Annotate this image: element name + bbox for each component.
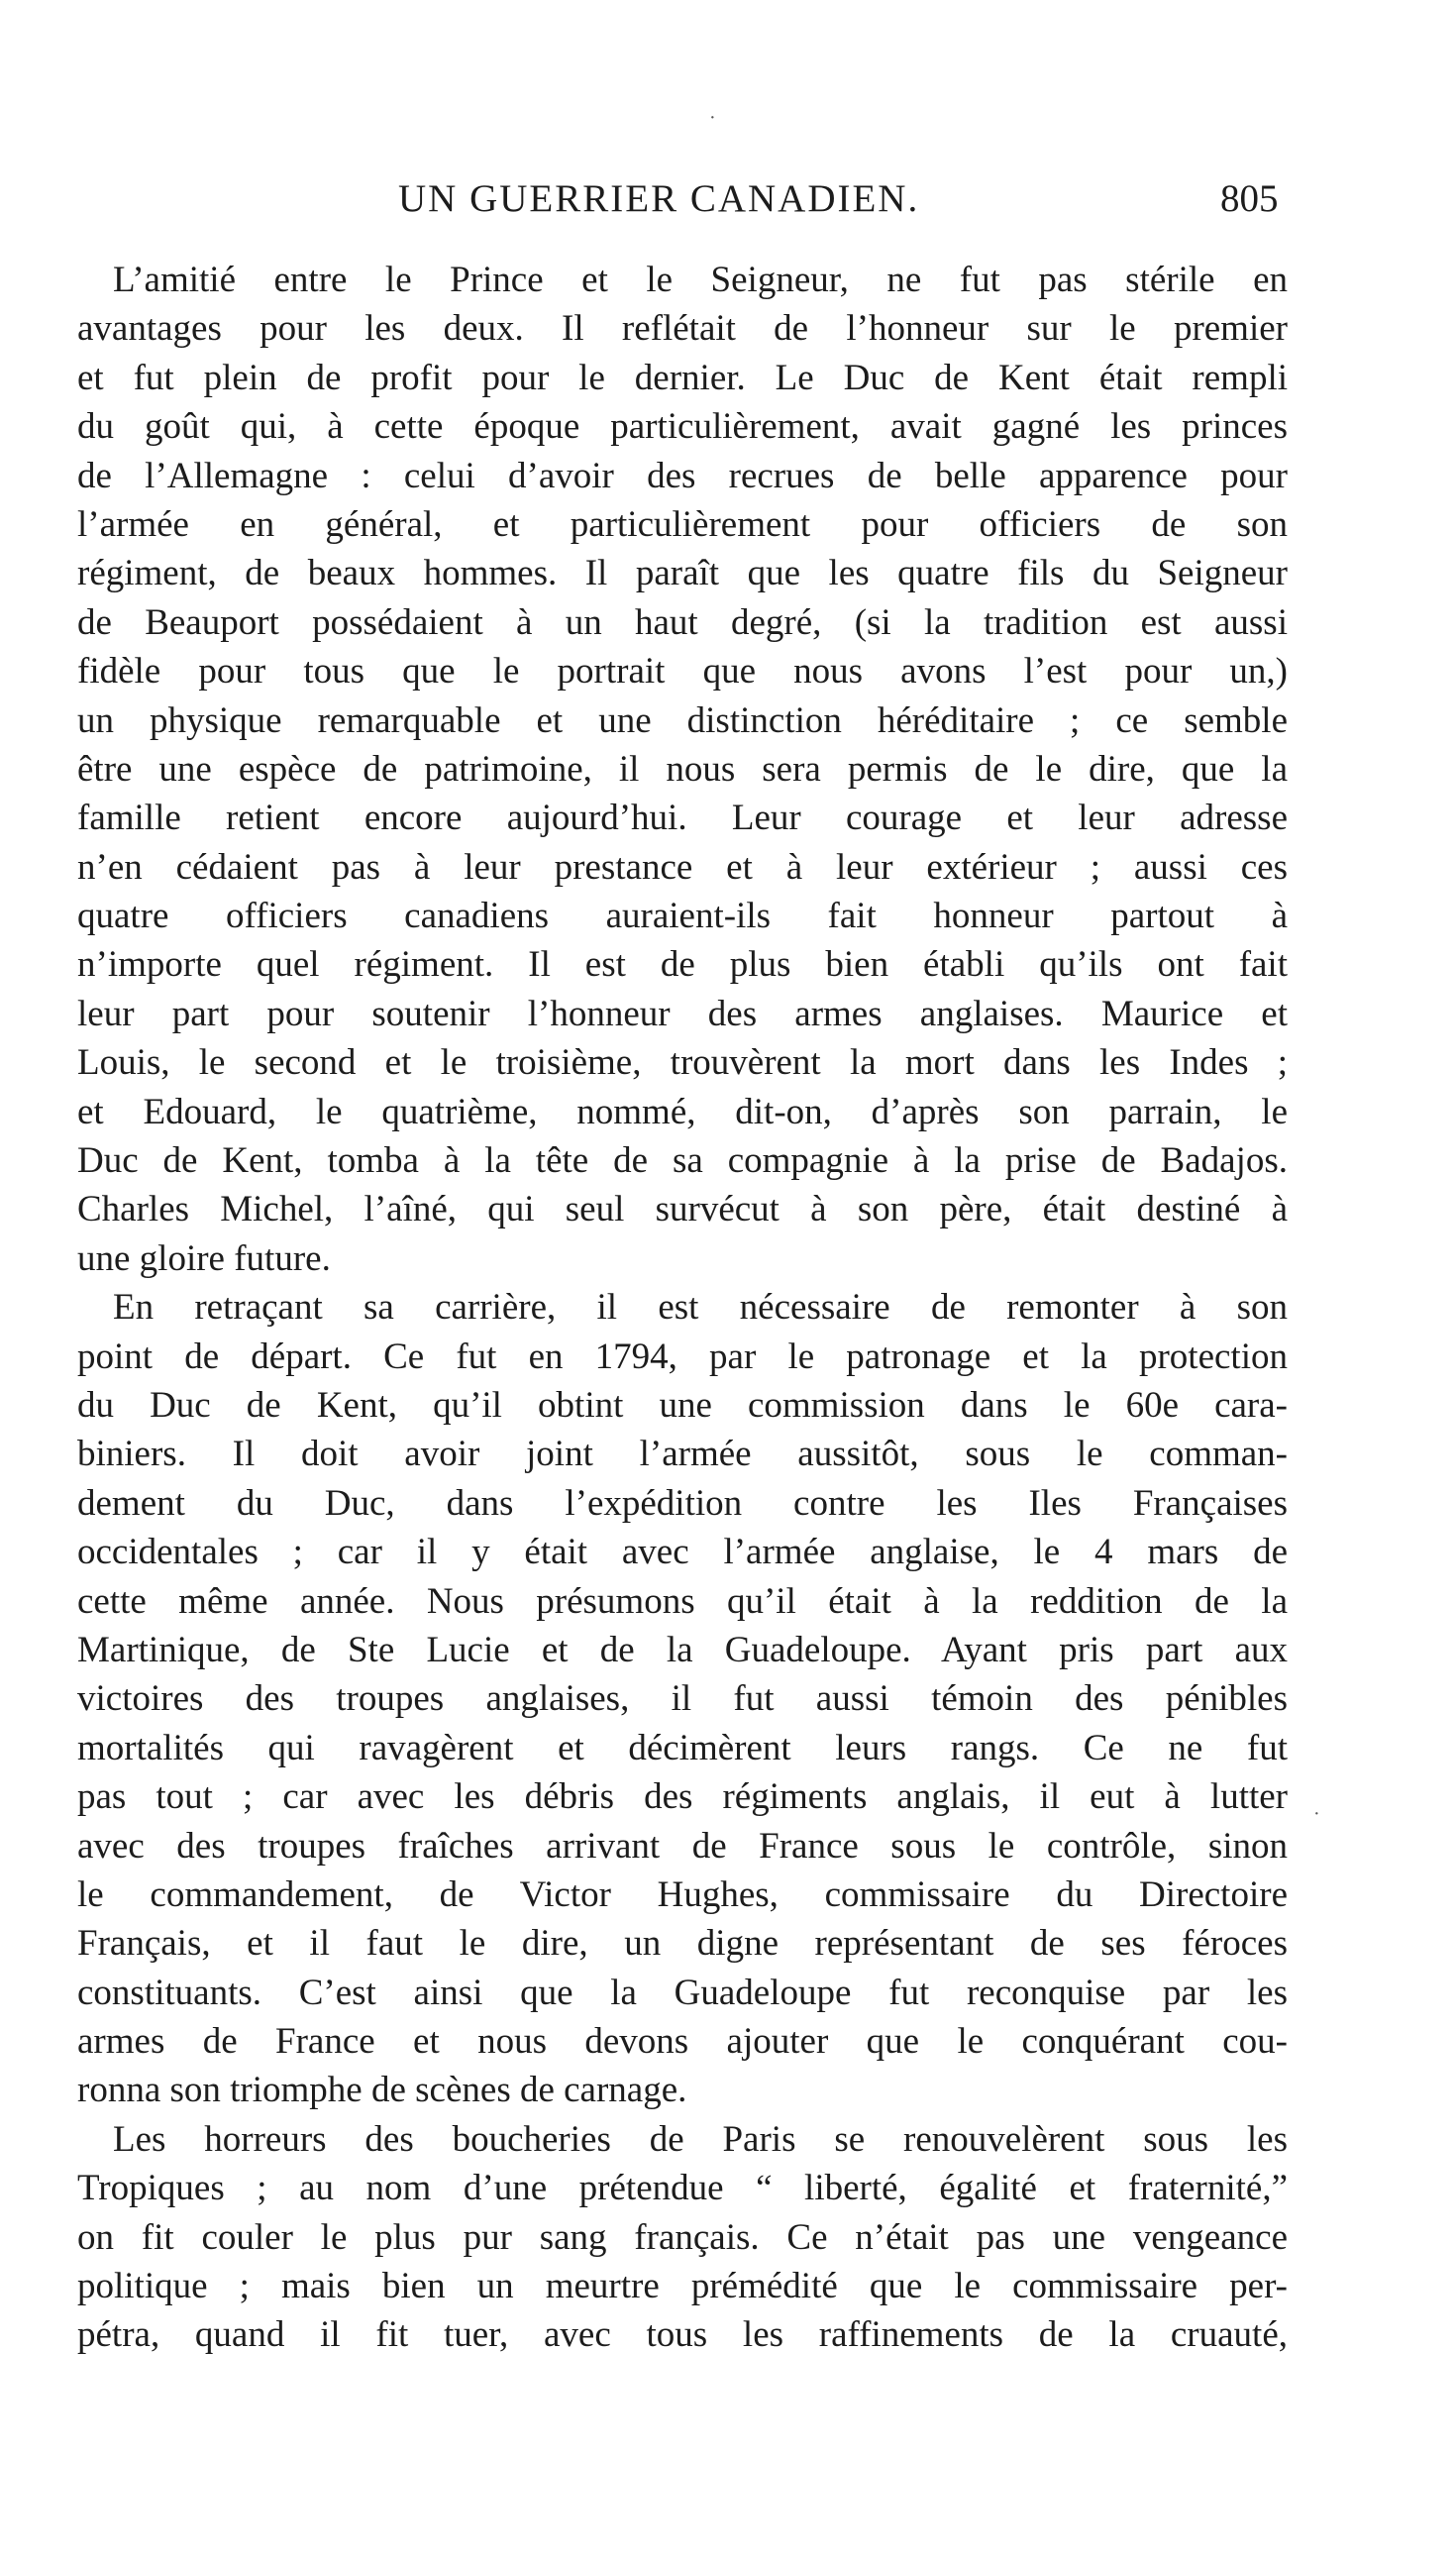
text-line: point de départ. Ce fut en 1794, par le patronage et la protection bbox=[77, 1335, 1288, 1377]
text-line: pas tout ; car avec les débris des régiments anglais, il eut à lutter bbox=[77, 1776, 1288, 1818]
text-line: on fit couler le plus pur sang français. Ce n’était pas une vengeance bbox=[77, 2216, 1288, 2258]
text-line: armes de France et nous devons ajouter que le conquérant cou- bbox=[77, 2021, 1288, 2063]
text-line: L’amitié entre le Prince et le Seigneur, ne fut pas stérile en bbox=[113, 260, 1288, 300]
text-line: l’armée en général, et particulièrement pour officiers de son bbox=[77, 503, 1288, 545]
text-line: avantages pour les deux. Il reflétait de l’honneur sur le premier bbox=[77, 308, 1288, 350]
text-line: leur part pour soutenir l’honneur des armes anglaises. Maurice et bbox=[77, 993, 1288, 1034]
text-line: Louis, le second et le troisième, trouvèrent la mort dans les Indes ; bbox=[77, 1042, 1288, 1084]
text-line: En retraçant sa carrière, il est nécessaire de remonter à son bbox=[113, 1287, 1288, 1329]
text-line: le commandement, de Victor Hughes, commissaire du Directoire bbox=[77, 1873, 1288, 1915]
text-line: Martinique, de Ste Lucie et de la Guadeloupe. Ayant pris part aux bbox=[77, 1629, 1288, 1670]
text-line: de l’Allemagne : celui d’avoir des recrues de belle apparence pour bbox=[77, 455, 1288, 496]
text-line: de Beauport possédaient à un haut degré, (si la tradition est aussi bbox=[77, 601, 1288, 643]
text-line: cette même année. Nous présumons qu’il était à la reddition de la bbox=[77, 1580, 1288, 1622]
text-line: et fut plein de profit pour le dernier. Le Duc de Kent était rempli bbox=[77, 357, 1288, 398]
paragraph bbox=[77, 2115, 1288, 2360]
text-line: victoires des troupes anglaises, il fut aussi témoin des pénibles bbox=[77, 1678, 1288, 1720]
print-speck: · bbox=[709, 107, 716, 129]
paragraph bbox=[77, 256, 1288, 1283]
text-line: mortalités qui ravagèrent et décimèrent leurs rangs. Ce ne fut bbox=[77, 1727, 1288, 1768]
text-line: n’en cédaient pas à leur prestance et à leur extérieur ; aussi ces bbox=[77, 846, 1288, 888]
text-line: régiment, de beaux hommes. Il paraît que les quatre fils du Seigneur bbox=[77, 553, 1288, 594]
body-text bbox=[77, 256, 1288, 2360]
text-line: du Duc de Kent, qu’il obtint une commission dans le 60e cara- bbox=[77, 1384, 1288, 1426]
text-line: politique ; mais bien un meurtre prémédité que le commissaire per- bbox=[77, 2266, 1288, 2307]
text-line: une gloire future. bbox=[77, 1237, 331, 1279]
text-line: fidèle pour tous que le portrait que nous avons l’est pour un,) bbox=[77, 651, 1288, 693]
text-line: avec des troupes fraîches arrivant de France sous le contrôle, sinon bbox=[77, 1825, 1288, 1867]
text-line: et Edouard, le quatrième, nommé, dit-on, d’après son parrain, le bbox=[77, 1091, 1288, 1132]
paragraph bbox=[77, 1283, 1288, 2115]
page-number: 805 bbox=[1220, 177, 1279, 220]
text-line: Duc de Kent, tomba à la tête de sa compagnie à la prise de Badajos. bbox=[77, 1140, 1288, 1182]
text-line: un physique remarquable et une distinction héréditaire ; ce semble bbox=[77, 699, 1288, 741]
text-line: constituants. C’est ainsi que la Guadeloupe fut reconquise par les bbox=[77, 1972, 1288, 2013]
text-line: quatre officiers canadiens auraient-ils fait honneur partout à bbox=[77, 896, 1288, 937]
text-line: Français, et il faut le dire, un digne représentant de ses féroces bbox=[77, 1923, 1288, 1965]
print-speck: · bbox=[1313, 1803, 1320, 1825]
text-line: Les horreurs des boucheries de Paris se renouvelèrent sous les bbox=[113, 2118, 1288, 2160]
text-line: dement du Duc, dans l’expédition contre les Iles Françaises bbox=[77, 1482, 1288, 1524]
text-line: n’importe quel régiment. Il est de plus bien établi qu’ils ont fait bbox=[77, 944, 1288, 986]
text-line: être une espèce de patrimoine, il nous sera permis de le dire, que la bbox=[77, 748, 1288, 790]
running-header bbox=[0, 176, 1456, 226]
text-line: occidentales ; car il y était avec l’armée anglaise, le 4 mars de bbox=[77, 1532, 1288, 1573]
text-line: biniers. Il doit avoir joint l’armée aussitôt, sous le comman- bbox=[77, 1434, 1288, 1475]
text-line: Charles Michel, l’aîné, qui seul survécut à son père, était destiné à bbox=[77, 1189, 1288, 1230]
text-line: ronna son triomphe de scènes de carnage. bbox=[77, 2070, 687, 2111]
running-title: UN GUERRIER CANADIEN. bbox=[398, 177, 920, 220]
text-line: pétra, quand il fit tuer, avec tous les raffinements de la cruauté, bbox=[77, 2314, 1288, 2356]
text-line: Tropiques ; au nom d’une prétendue “ liberté, égalité et fraternité,” bbox=[77, 2168, 1288, 2209]
text-line: du goût qui, à cette époque particulièrement, avait gagné les princes bbox=[77, 406, 1288, 448]
text-line: famille retient encore aujourd’hui. Leur courage et leur adresse bbox=[77, 798, 1288, 839]
